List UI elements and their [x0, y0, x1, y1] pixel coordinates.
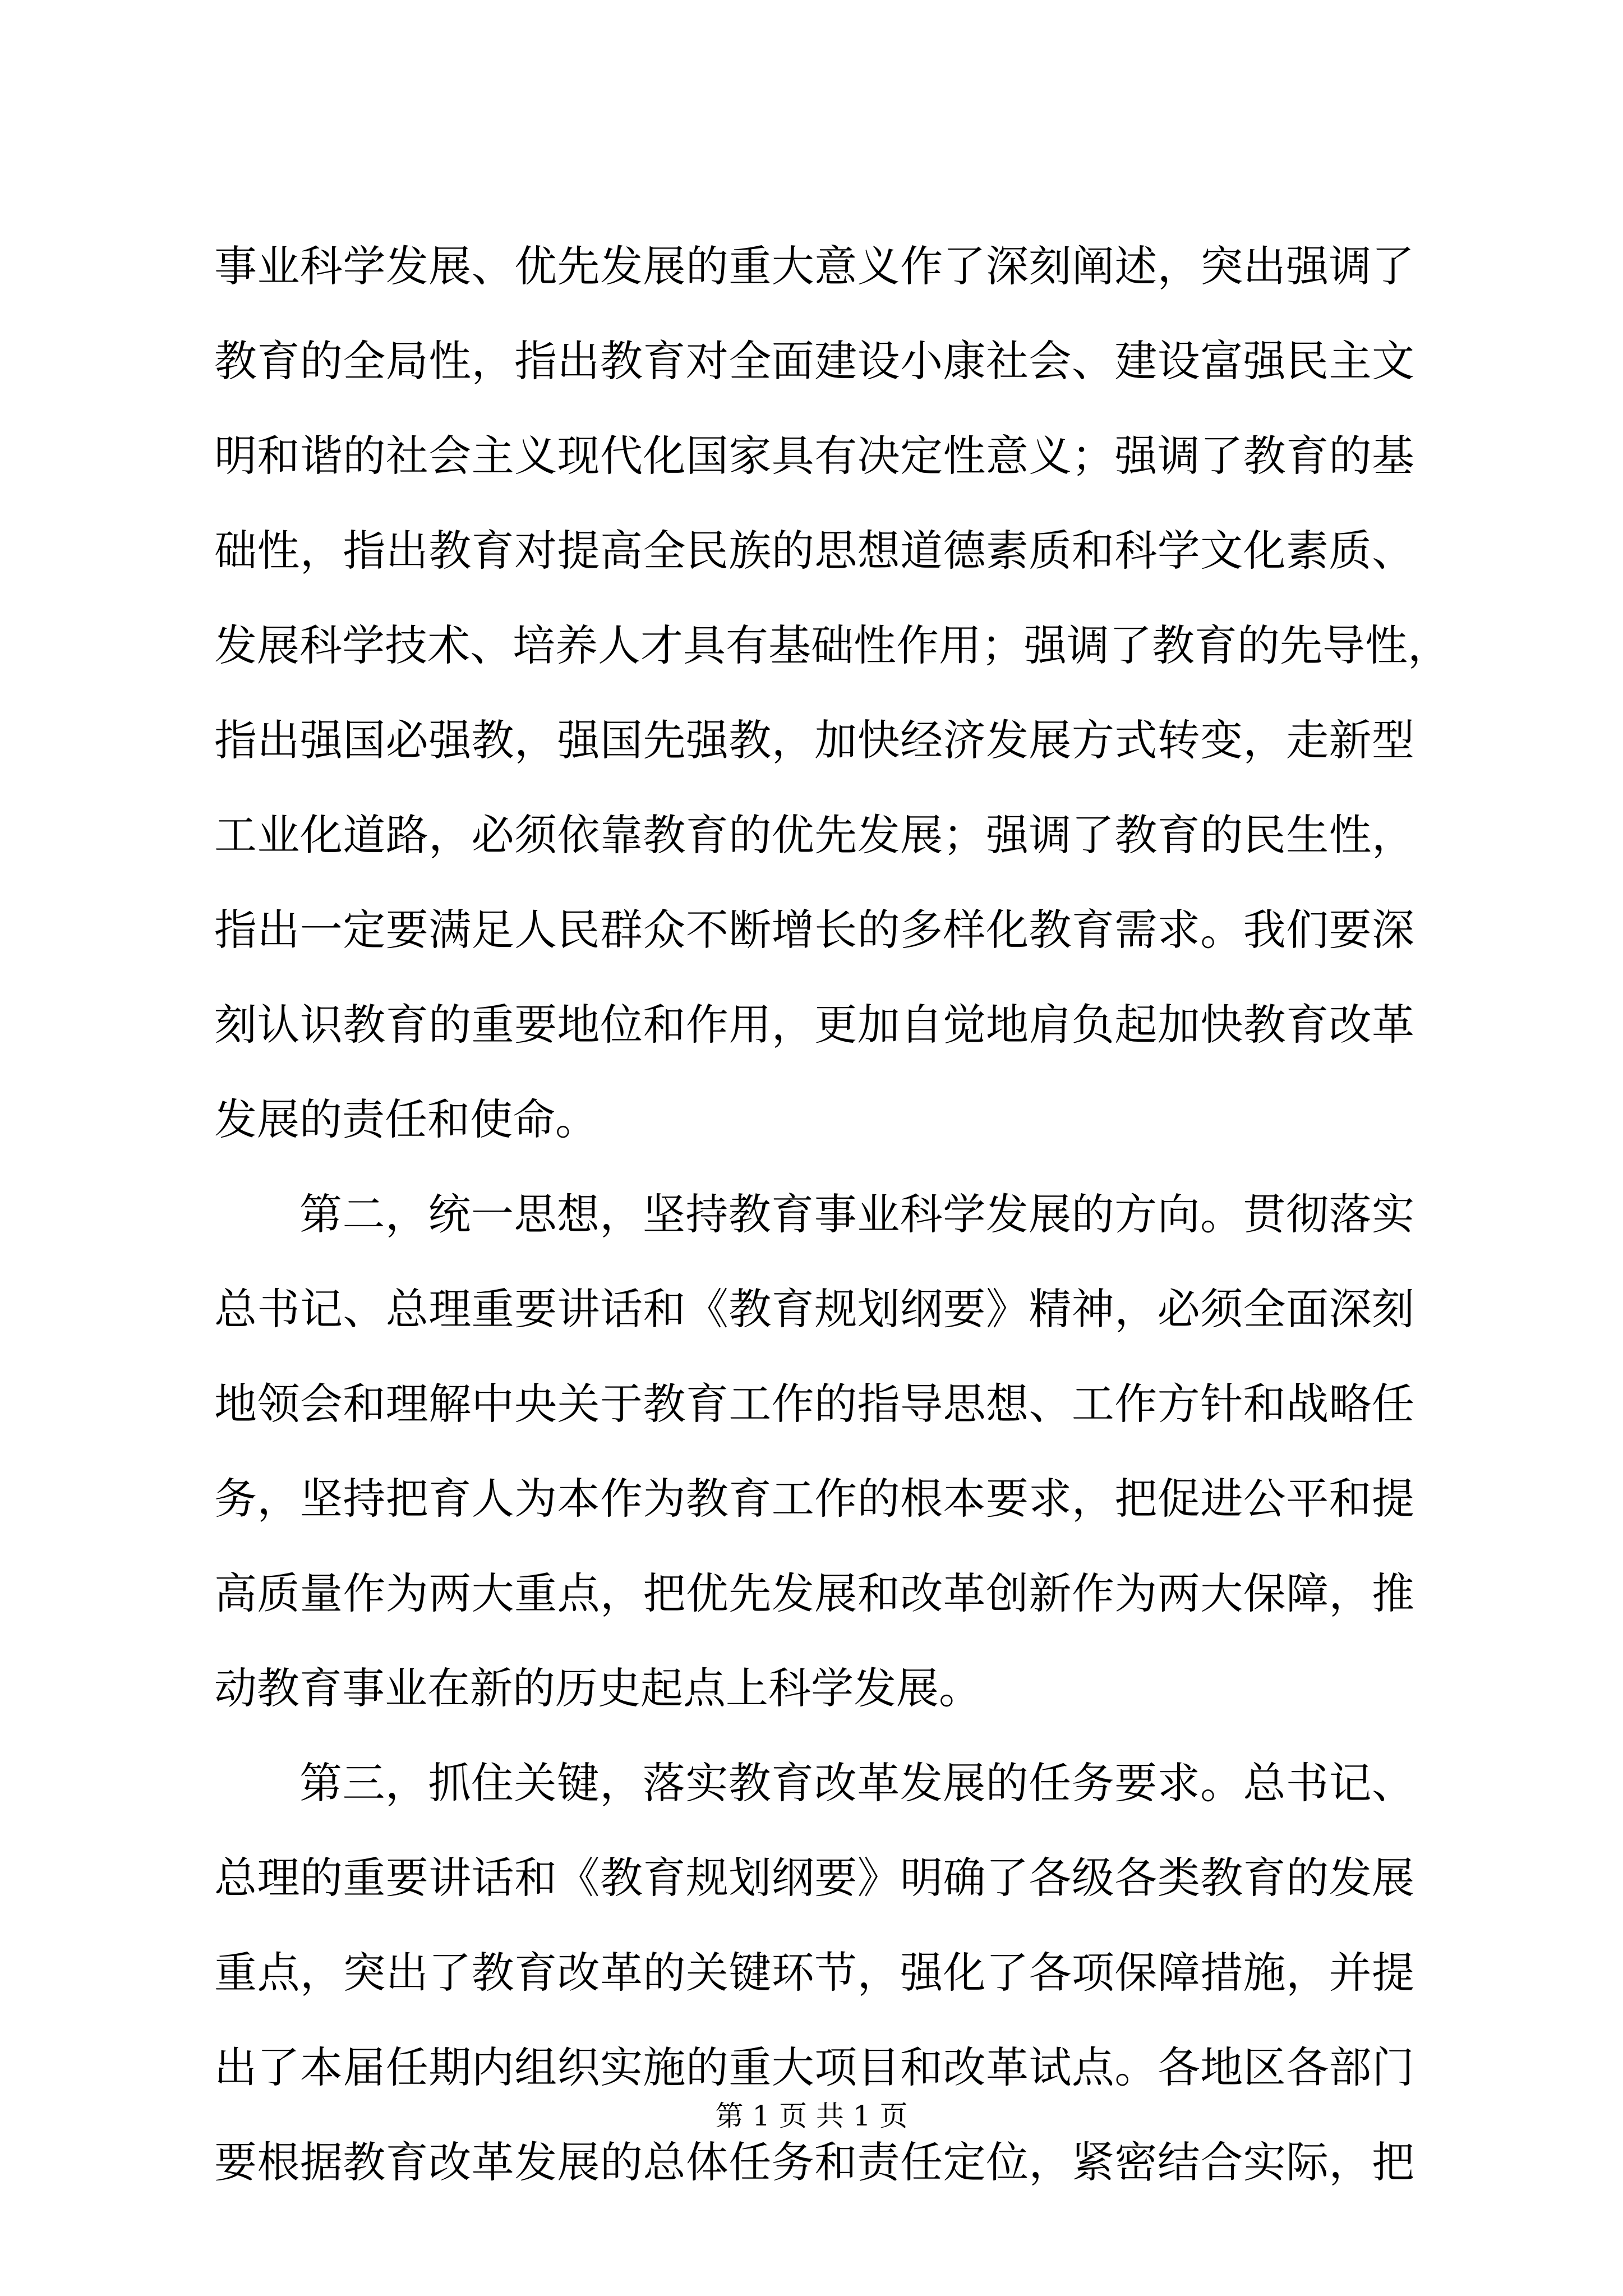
text-line: 刻认识教育的重要地位和作用，更加自觉地肩负起加快教育改革	[214, 1000, 1414, 1050]
text-line: 高质量作为两大重点，把优先发展和改革创新作为两大保障，推	[214, 1568, 1414, 1618]
text-line: 工业化道路，必须依靠教育的优先发展；强调了教育的民生性，	[214, 810, 1414, 860]
paragraph-1	[214, 219, 1450, 1167]
paragraph-2	[214, 1167, 1414, 1736]
text-line: 第三，抓住关键，落实教育改革发展的任务要求。总书记、	[299, 1758, 1414, 1808]
text-line: 务，坚持把育人为本作为教育工作的根本要求，把促进公平和提	[214, 1474, 1414, 1524]
document-body	[214, 219, 1450, 2210]
text-line: 发展的责任和使命。	[214, 1094, 598, 1144]
text-line: 动教育事业在新的历史起点上科学发展。	[214, 1663, 981, 1713]
text-line: 事业科学发展、优先发展的重大意义作了深刻阐述，突出强调了	[214, 241, 1414, 291]
text-line: 总书记、总理重要讲话和《教育规划纲要》精神，必须全面深刻	[214, 1284, 1414, 1334]
text-line: 教育的全局性，指出教育对全面建设小康社会、建设富强民主文	[214, 336, 1414, 386]
text-line: 总理的重要讲话和《教育规划纲要》明确了各级各类教育的发展	[214, 1853, 1414, 1903]
text-line: 要根据教育改革发展的总体任务和责任定位，紧密结合实际，把	[214, 2137, 1414, 2187]
text-line: 指出一定要满足人民群众不断增长的多样化教育需求。我们要深	[214, 905, 1414, 955]
text-line: 发展科学技术、培养人才具有基础性作用；强调了教育的先导性，	[214, 620, 1450, 670]
page-footer: 第 1 页 共 1 页	[715, 2100, 908, 2132]
text-line: 明和谐的社会主义现代化国家具有决定性意义；强调了教育的基	[214, 431, 1414, 481]
text-line: 础性，指出教育对提高全民族的思想道德素质和科学文化素质、	[214, 526, 1414, 576]
paragraph-3	[214, 1736, 1414, 2210]
text-line: 指出强国必强教，强国先强教，加快经济发展方式转变，走新型	[214, 715, 1414, 765]
text-line: 地领会和理解中央关于教育工作的指导思想、工作方针和战略任	[214, 1379, 1414, 1429]
text-line: 出了本届任期内组织实施的重大项目和改革试点。各地区各部门	[214, 2042, 1414, 2092]
text-line: 重点，突出了教育改革的关键环节，强化了各项保障措施，并提	[214, 1948, 1414, 1998]
text-line: 第二，统一思想，坚持教育事业科学发展的方向。贯彻落实	[299, 1189, 1414, 1239]
